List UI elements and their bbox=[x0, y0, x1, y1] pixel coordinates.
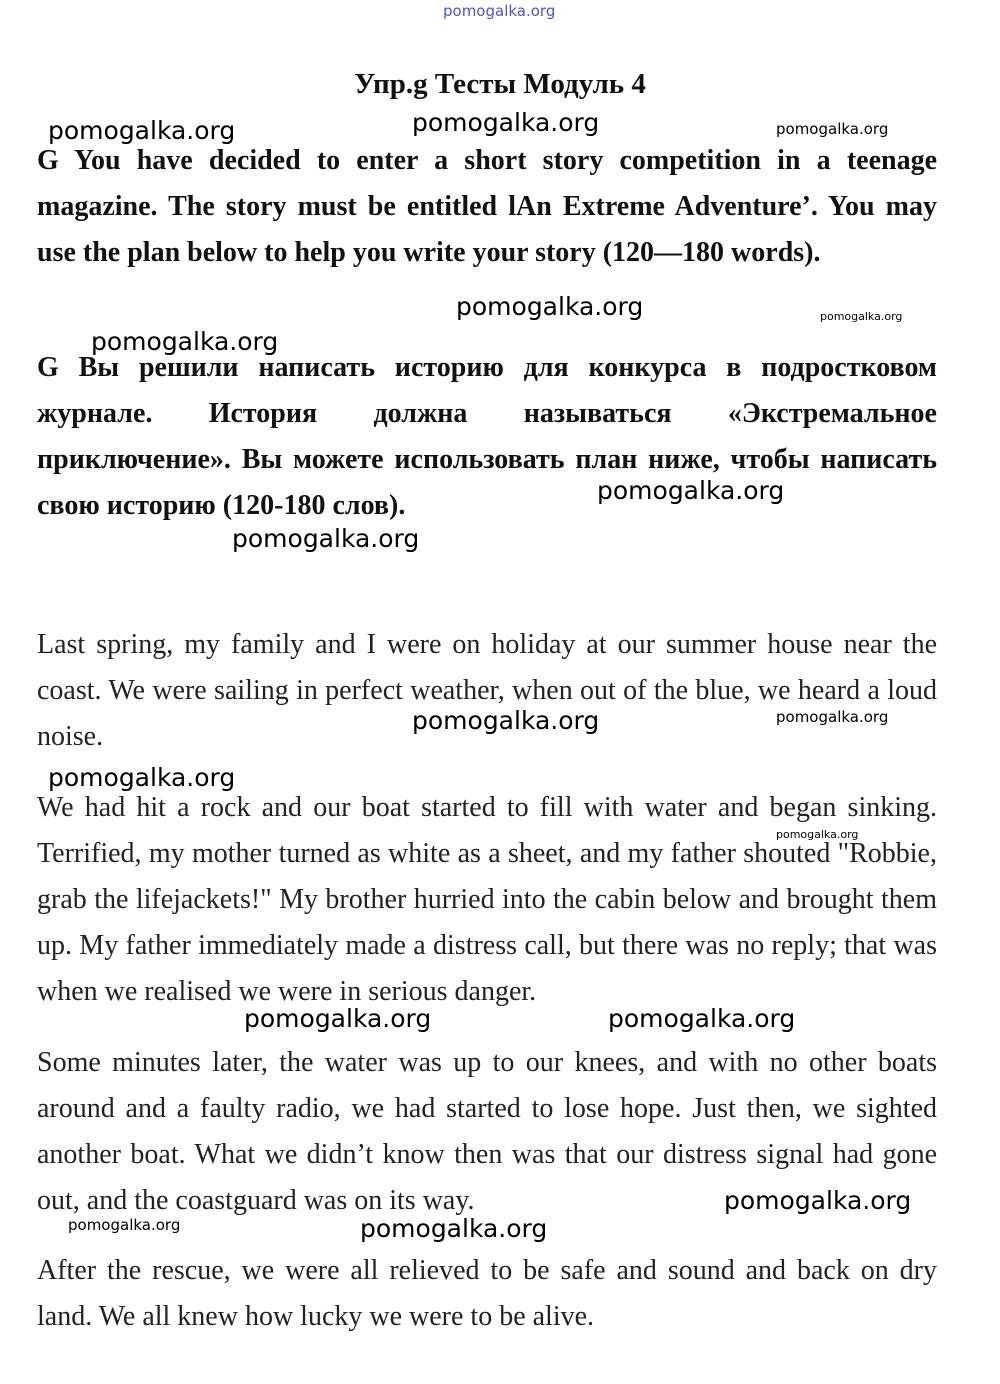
watermark: pomogalka.org bbox=[776, 708, 889, 726]
watermark-top: pomogalka.org bbox=[443, 2, 556, 20]
story-paragraph-2: We had hit a rock and our boat started to fill with water and began sinking. Terrified, my mother turned as white as a sheet, and my father shouted "Robbie, grab the lifejackets!" My brother hurried into the cabin below and brought them up. My father immediately made a distress call, but there was no reply; that was when we realised we were in serious danger. bbox=[37, 792, 937, 1007]
watermark: pomogalka.org bbox=[776, 120, 889, 138]
story-paragraph-3: Some minutes later, the water was up to our knees, and with no other boats around and a faulty radio, we had started to lose hope. Just then, we sighted another boat. What we didn’t know then was that our distress signal had gone out, and the coastguard was on its way. bbox=[37, 1047, 937, 1216]
watermark: pomogalka.org bbox=[91, 327, 279, 356]
page-title: Упр.g Тесты Модуль 4 bbox=[354, 68, 646, 100]
watermark: pomogalka.org bbox=[232, 524, 420, 553]
story-paragraph-4: After the rescue, we were all relieved to be safe and sound and back on dry land. We all knew how lucky we were to be alive. bbox=[37, 1255, 937, 1332]
task-russian: G Вы решили написать историю для конкурса в подростковом журнале. История должна называться «Экстремальное приключение». Вы можете использовать план ниже, чтобы написать свою историю (120-180 слов). bbox=[37, 352, 937, 521]
watermark: pomogalka.org bbox=[456, 292, 644, 321]
watermark: pomogalka.org bbox=[244, 1004, 432, 1033]
watermark: pomogalka.org bbox=[776, 828, 859, 841]
watermark: pomogalka.org bbox=[48, 116, 236, 145]
watermark: pomogalka.org bbox=[608, 1004, 796, 1033]
task-english: G You have decided to enter a short story competition in a teenage magazine. The story must be entitled lAn Extreme Adventure’. You may use the plan below to help you write your story (120—180 words). bbox=[37, 145, 937, 268]
story-paragraph-1: Last spring, my family and I were on holiday at our summer house near the coast. We were sailing in perfect weather, when out of the blue, we heard a loud noise. bbox=[37, 629, 937, 752]
watermark: pomogalka.org bbox=[68, 1216, 181, 1234]
watermark: pomogalka.org bbox=[597, 476, 785, 505]
watermark: pomogalka.org bbox=[412, 706, 600, 735]
watermark: pomogalka.org bbox=[724, 1186, 912, 1215]
watermark: pomogalka.org bbox=[412, 108, 600, 137]
watermark: pomogalka.org bbox=[820, 310, 903, 323]
watermark: pomogalka.org bbox=[48, 763, 236, 792]
watermark: pomogalka.org bbox=[360, 1214, 548, 1243]
